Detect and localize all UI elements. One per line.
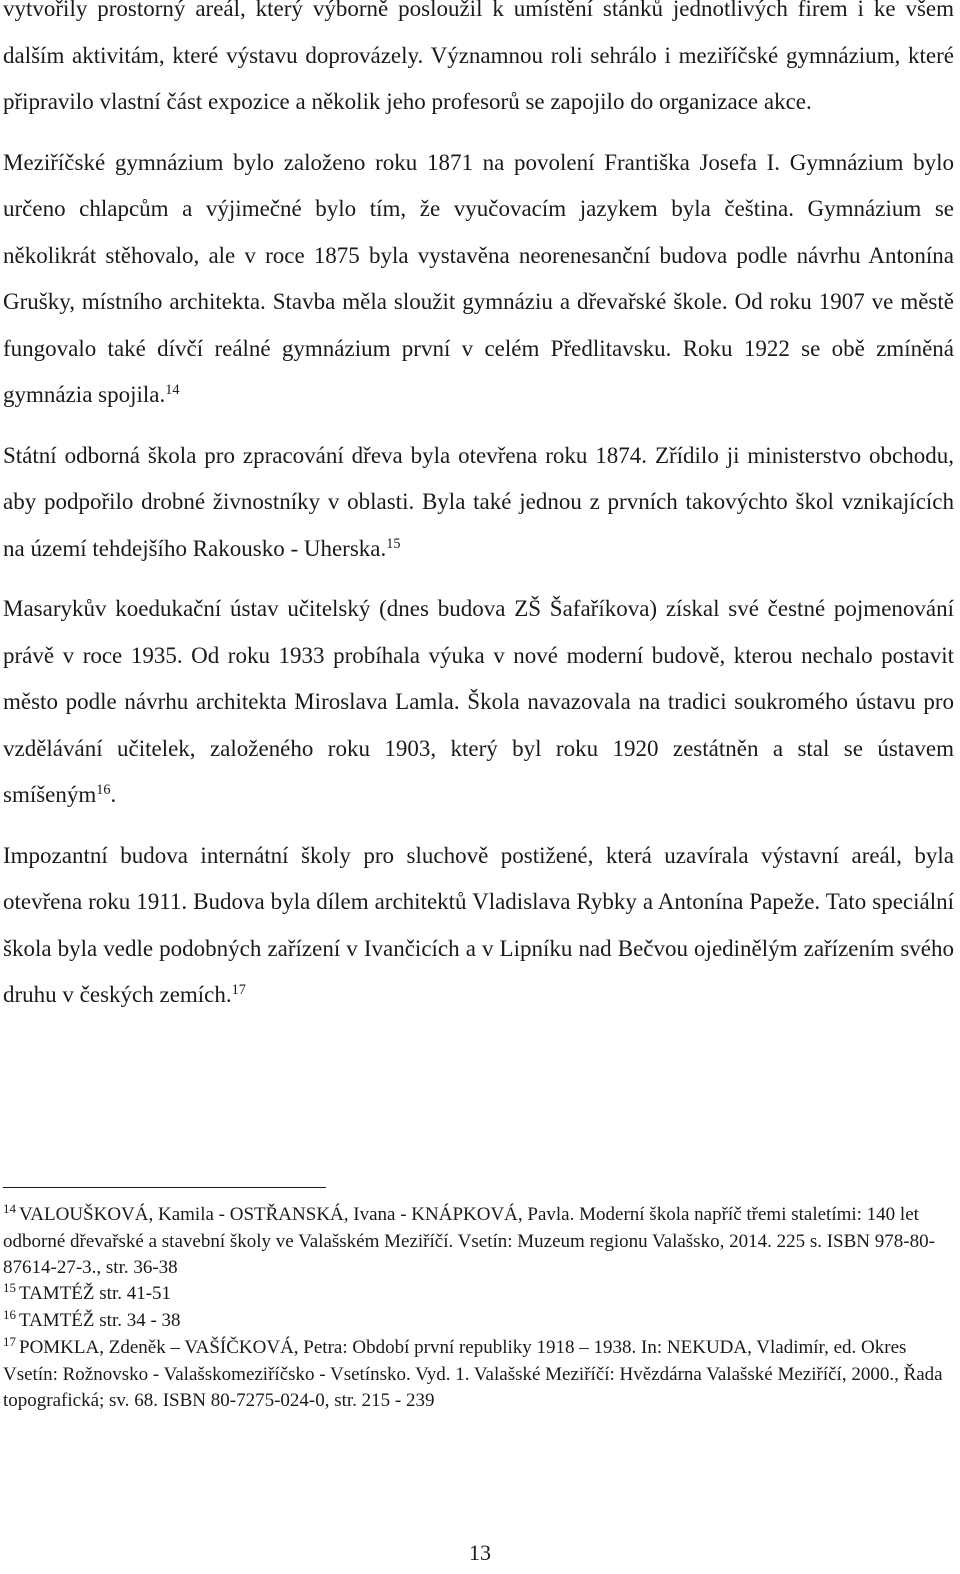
paragraph-wood-school [3,433,954,573]
footnote-text: TAMTÉŽ str. 34 - 38 [19,1310,181,1331]
page-number: 13 [469,1540,491,1565]
paragraph-text: Masarykův koedukační ústav učitelský (dnes budova ZŠ Šafaříkova) získal své čestné pojmenování právě v roce 1935. Od roku 1933 probíhala výuka v nové moderní budově, kterou nechalo postavit město podle návrhu architekta Miroslava Lamla. Škola navazovala na tradici soukromého ústavu pro vzdělávání učitelek, založeného roku 1903, který byl roku 1920 zestátněn a stal se ústavem smíšeným [3,596,954,807]
footnote-ref[interactable]: 17 [231,982,246,999]
footnote-number: 17 [3,1334,16,1349]
footnote-ref[interactable]: 16 [96,782,111,799]
paragraph-deaf-school [3,833,954,1019]
footnote-separator [3,1187,326,1188]
paragraph-exhibition [3,0,954,126]
footnote-number: 14 [3,1201,16,1216]
paragraph-text: Státní odborná škola pro zpracování dřeva byla otevřena roku 1874. Zřídilo ji ministerstvo obchodu, aby podpořilo drobné živnostníky v oblasti. Byla také jednou z prvních takovýchto škol vznikajících na území tehdejšího Rakousko - Uherska. [3,442,954,561]
footnote-ref[interactable]: 15 [386,535,401,552]
paragraph-text: Meziříčské gymnázium bylo založeno roku 1871 na povolení Františka Josefa I. Gymnázium bylo určeno chlapcům a výjimečné bylo tím, že vyučovacím jazykem byla čeština. Gymnázium se několikrát stěhovalo, ale v roce 1875 byla vystavěna neorenesanční budova podle návrhu Antonína Grušky, místního architekta. Stavba měla sloužit gymnáziu a dřevařské škole. Od roku 1907 ve městě fungovalo také dívčí reálné gymnázium první v celém Předlitavsku. Roku 1922 se obě zmíněná gymnázia spojila. [3,149,954,407]
footnote-number: 15 [3,1280,16,1295]
footnote-15 [3,1281,954,1308]
paragraph-tail: . [110,782,117,807]
footnotes-section [3,1202,954,1414]
footnote-14 [3,1202,954,1281]
paragraph-text: Impozantní budova internátní školy pro sluchově postižené, která uzavírala výstavní areál, byla otevřena roku 1911. Budova byla dílem architektů Vladislava Rybky a Antonína Papeže. Tato speciální škola byla vedle podobných zařízení v Ivančicích a v Lipníku nad Bečvou ojedinělým zařízením svého druhu v českých zemích. [3,842,954,1007]
footnote-17 [3,1335,954,1414]
paragraph-text: vytvořily prostorný areál, který výborně posloužil k umístění stánků jednotlivých firem i ke všem dalším aktivitám, které výstavu doprovázely. Významnou roli sehrálo i meziříčské gymnázium, které připravilo vlastní část expozice a několik jeho profesorů se zapojilo do organizace akce. [3,0,954,114]
footnote-text: VALOUŠKOVÁ, Kamila - OSTŘANSKÁ, Ivana - KNÁPKOVÁ, Pavla. Moderní škola napříč třemi staletími: 140 let odborné dřevařské a stavební školy ve Valašském Meziříčí. Vsetín: Muzeum regionu Valašsko, 2014. 225 s. ISBN 978-80-87614-27-3., str. 36-38 [3,1204,935,1278]
paragraph-teacher-institute [3,586,954,819]
footnote-16 [3,1308,954,1335]
footnote-number: 16 [3,1307,16,1322]
document-body [3,0,954,1033]
footnote-text: TAMTÉŽ str. 41-51 [19,1283,172,1304]
footnote-text: POMKLA, Zdeněk – VAŠÍČKOVÁ, Petra: Období první republiky 1918 – 1938. In: NEKUDA, Vladimír, ed. Okres Vsetín: Rožnovsko - Valašskomeziříčsko - Vsetínsko. Vyd. 1. Valašské Meziříčí: Hvězdárna Valašské Meziříčí, 2000., Řada topografická; sv. 68. ISBN 80-7275-024-0, str. 215 - 239 [3,1337,943,1411]
paragraph-gymnasium [3,140,954,419]
footnote-ref[interactable]: 14 [165,382,180,399]
